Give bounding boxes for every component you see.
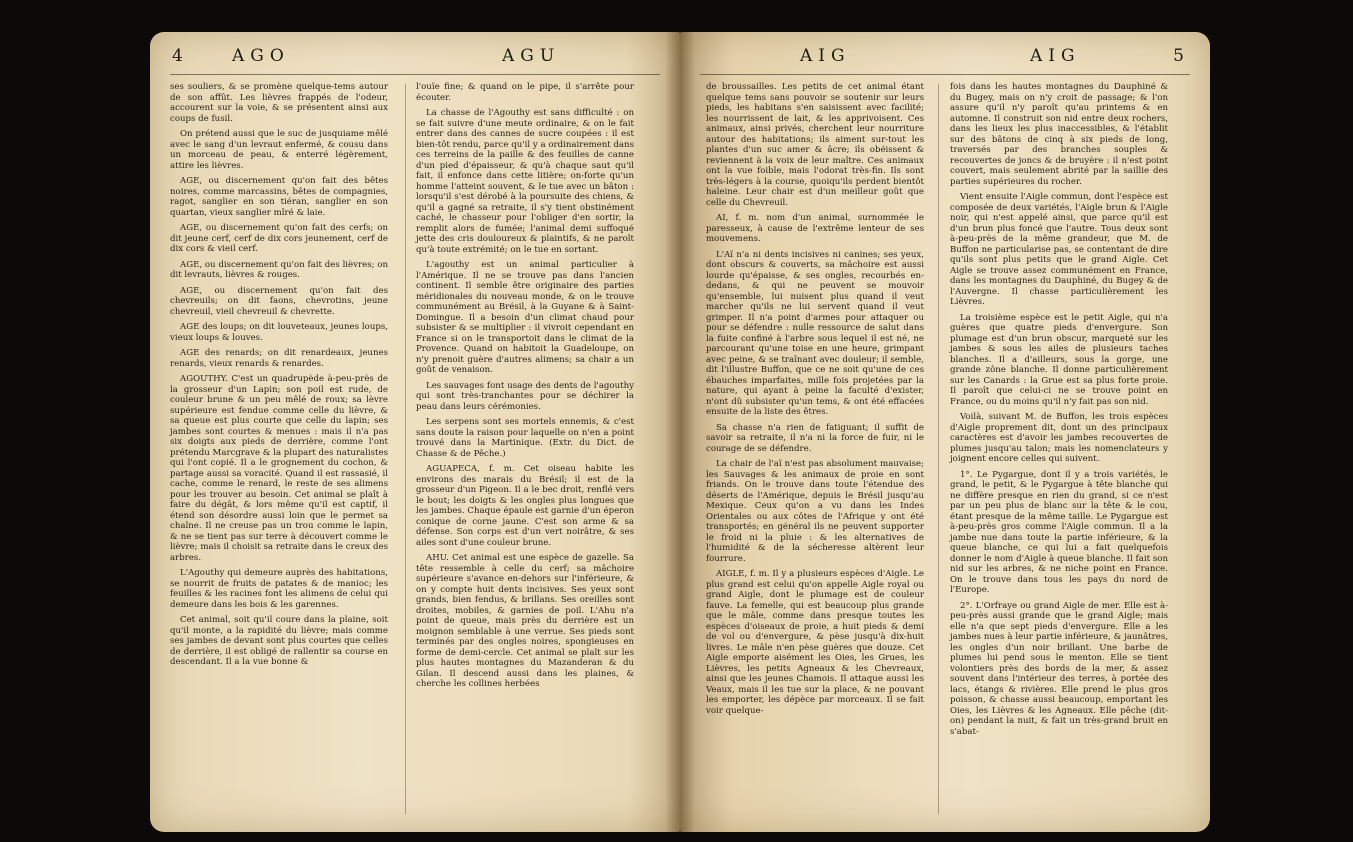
paragraph: AGE des renards; on dit renardeaux, jeunes renards, vieux renards & renardes.	[170, 348, 388, 369]
paragraph: AGE, ou discernement qu'on fait des cerfs; on dit jeune cerf, cerf de dix cors jeunement, cerf de dix cors & vieil cerf.	[170, 223, 388, 254]
paragraph: L'Agouthy qui demeure auprès des habitations, se nourrit de fruits de patates & de manioc; les feuilles & les racines font les alimens de celui qui demeure dans les bois & les garennes.	[170, 568, 388, 610]
paragraph: AGE des loups; on dit louveteaux, jeunes loups, vieux loups & louves.	[170, 322, 388, 343]
right-page	[680, 32, 1210, 832]
paragraph: AGE, ou discernement qu'on fait des bêtes noires, comme marcassins, bêtes de compagnies, ragot, sanglier en son tiéran, sanglier en son quartan, vieux sanglier mîré & laie.	[170, 176, 388, 218]
paragraph: Voilà, suivant M. de Buffon, les trois espèces d'Aigle proprement dit, dont un des principaux caractères est d'avoir les jambes recouvertes de plumes jusqu'au talon; mais les nomenclateurs y joignent encore celles qui suivent.	[950, 412, 1168, 464]
paragraph: L'agouthy est un animal particulier à l'Amérique. Il ne se trouve pas dans l'ancien continent. Il semble être originaire des parties méridionales du nouveau monde, & on le trouve communément au Brésil, à la Guyane & à Saint-Domingue. Il a besoin d'un climat chaud pour subsister & se multiplier : il vivroit cependant en France si on le transportoit dans le climat de la Provence. Quand on habitoit la Guadeloupe, on n'y prenoit guère d'autres alimens; sa chair a un goût de venaison.	[416, 260, 634, 375]
paragraph: 1°. Le Pygargue, dont il y a trois variétés, le grand, le petit, & le Pygargue à tête blanche qui ne diffère presque en rien du grand, si ce n'est par un peu plus de blanc sur la tête & le cou, étant presque de la même taille. Le Pygargue est à-peu-près gros comme l'Aigle commun. Il a la jambe nue dans toute la partie inférieure, & la queue blanche, ce qui lui a fait quelquefois donner le nom d'Aigle à queue blanche. Il fait son nid sur les arbres, & ne niche point en France. On le trouve dans tous les pays du nord de l'Europe.	[950, 469, 1168, 595]
page-number: 4	[172, 46, 183, 66]
column-divider	[938, 84, 939, 814]
paragraph: de broussailles. Les petits de cet animal étant quelque tems sans pouvoir se soutenir sur leurs pieds, les habitans s'en saisissent avec facilité; les nourrissent de lait, & les apprivoisent. Ces animaux, ainsi privés, cherchent leur nourriture autour des habitations; ils aiment sur-tout les plantes d'un suc amer & âcre; ils obéissent & reviennent à la voix de leur maître. Ces animaux ont la vue foible, mais l'odorat très-fin. Ils sont très-légers à la course, quoiqu'ils perdent bientôt haleine. Leur chair est d'un meilleur goût que celle du Chevreuil.	[706, 82, 924, 208]
paragraph: La chair de l'aï n'est pas absolument mauvaise; les Sauvages & les animaux de proie en sont friands. On le trouve dans toute l'étendue des déserts de l'Amérique, depuis le Brésil jusqu'au Mexique. Ceux qu'on a vu dans les Indes Orientales ou aux côtes de l'Afrique y ont été transportés; en général ils ne peuvent supporter le froid ni la pluie : & les alternatives de l'humidité & de la sécheresse altèrent leur fourrure.	[706, 459, 924, 564]
page-number: 5	[1173, 46, 1184, 66]
book-gutter-shadow	[665, 32, 695, 832]
paragraph: Sa chasse n'a rien de fatiguant; il suffit de savoir sa retraite, il n'a ni la force de fuir, ni le courage de se défendre.	[706, 422, 924, 454]
paragraph: Vient ensuite l'Aigle commun, dont l'espèce est composée de deux variétés, l'Aigle brun & l'Aigle noir, qui n'est appelé ainsi, que parce qu'il est d'un brun plus foncé que l'autre. Tous deux sont à-peu-près de la même grandeur, que M. de Buffon ne particularise pas, se contentant de dire qu'ils sont plus petits que le grand Aigle. Cet Aigle se trouve assez communément en France, dans les montagnes du Dauphiné, du Bugey & de l'Auvergne. Il chasse particulièrement les Lièvres.	[950, 192, 1168, 307]
paragraph: AGUAPECA, f. m. Cet oiseau habite les environs des marais du Brésil; il est de la grosseur d'un Pigeon. Il a le bec droit, renflé vers le bout; les doigts & les ongles plus longues que les jambes. Chaque épaule est garnie d'un éperon conique de corne jaune. C'est son arme & sa défense. Son corps est d'un vert noirâtre, & ses ailes sont d'une couleur brune.	[416, 464, 634, 548]
paragraph: AGE, ou discernement qu'on fait des lièvres; on dit levrauts, lièvres & rouges.	[170, 259, 388, 280]
paragraph: AGE, ou discernement qu'on fait des chevreuils; on dit faons, chevrotins, jeune chevreuil, vieil chevreuil & chevrette.	[170, 285, 388, 317]
text-column-2	[950, 82, 1168, 742]
header-rule	[170, 74, 660, 75]
paragraph: fois dans les hautes montagnes du Dauphiné & du Bugey, mais on n'y croit de passage; & l'on assure qu'il n'y paroît qu'au printems & en automne. Il construit son nid entre deux rochers, dans les lieux les plus inaccessibles, & l'établit sur des bâtons de cinq à six pieds de long, traversés par des branches souples & recouvertes de joncs & de bruyère : il n'est point couvert, mais seulement abrité par la saillie des parties supérieures du rocher.	[950, 82, 1168, 187]
paragraph: AGOUTHY. C'est un quadrupède à-peu-près de la grosseur d'un Lapin; son poil est rude, de couleur brune & un peu mêlé de roux; sa lèvre supérieure est fendue comme celle du lièvre, & sa queue est plus courte que celle du lapin; ses jambes sont courtes & menues : mais il n'a pas six doigts aux pieds de derrière, comme l'ont prétendu Marcgrave & la plupart des naturalistes qui l'ont copié. Il a le grognement du cochon, & partage aussi sa voracité. Quand il est rassasié, il cache, comme le renard, le reste de ses alimens pour les trouver au besoin. Cet animal se plaît à faire du dégât, & lors même qu'il est captif, il étend son désordre aussi loin que le permet sa chaîne. Il ne creuse pas un trou comme le lapin, & ne se tient pas sur terre à découvert comme le lièvre; mais il choisit sa retraite dans le creux des arbres.	[170, 374, 388, 563]
running-header-left: AGO	[232, 46, 290, 66]
paragraph: Les sauvages font usage des dents de l'agouthy qui sont très-tranchantes pour se déchirer la peau dans leurs cérémonies.	[416, 380, 634, 412]
paragraph: La troisième espèce est le petit Aigle, qui n'a guères que quatre pieds d'envergure. Son plumage est d'un brun obscur, marqueté sur les jambes & sous les ailes de plusieurs taches blanches. Il a d'ailleurs, sous la gorge, une grande zône blanche. Il donne particulièrement sur les Canards : la Grue est sa plus forte proie. Il paroît que celui-ci ne se trouve point en France, ou du moins qu'il n'y fait pas son nid.	[950, 312, 1168, 407]
paragraph: On prétend aussi que le suc de jusquiame mêlé avec le sang d'un levraut enfermé, & cousu dans un morceau de peau, & enterré légèrement, attire les lièvres.	[170, 129, 388, 171]
running-header-right: AGU	[502, 46, 561, 66]
paragraph: ses souliers, & se promène quelque-tems autour de son affût. Les lièvres frappés de l'odeur, accourent sur la voie, & se présentent ainsi aux coups de fusil.	[170, 82, 388, 124]
running-header-left: AIG	[800, 46, 851, 66]
paragraph: l'ouïe fine; & quand on le pipe, il s'arrête pour écouter.	[416, 82, 634, 103]
paragraph: AI, f. m. nom d'un animal, surnommée le paresseux, à cause de l'extrême lenteur de ses mouvemens.	[706, 213, 924, 244]
left-page	[150, 32, 680, 832]
text-column-1	[170, 82, 388, 673]
paragraph: 2°. L'Orfraye ou grand Aigle de mer. Elle est à-peu-près aussi grande que le grand Aigle; mais elle n'a que sept pieds d'envergure. Elle a les jambes nues à leur partie inférieure, & jaunâtres, les ongles d'un noir brillant. Une barbe de plumes lui pend sous le menton. Elle se tient volontiers près des bords de la mer, & assez souvent dans l'intérieur des terres, à portée des lacs, étangs & rivières. Elle prend le plus gros poisson, & chasse aussi beaucoup, emportant les Oies, les Lièvres & les Agneaux. Elle pêche (dit-on) pendant la nuit, & fait un très-grand bruit en s'abat-	[950, 600, 1168, 737]
paragraph: Cet animal, soit qu'il coure dans la plaine, soit qu'il monte, a la rapidité du lièvre; mais comme ses jambes de devant sont plus courtes que celles de derrière, il est obligé de rallentir sa course en descendant. Il a la vue bonne &	[170, 615, 388, 667]
paragraph: La chasse de l'Agouthy est sans difficulté : on se fait suivre d'une meute ordinaire, & on le fait entrer dans des cannes de sucre coupées : il est bien-tôt rendu, parce qu'il y a ordinairement dans ces terreins de la paille & des feuilles de canne d'un pied d'épaisseur, & qu'à chaque saut qu'il fait, il enfonce dans cette litière; on-forte qu'un homme l'atteint souvent, & le tue avec un bâton : lorsqu'il s'est dérobé à la poursuite des chiens, & qu'il a gagné sa retraite, il s'y tient obstinément caché, le chasseur pour l'obliger d'en sortir, la remplit alors de fumée; l'animal demi suffoqué jette des cris douloureux & plaintifs, & ne paroît qu'à toute extrémité; on le tue en sortant.	[416, 108, 634, 255]
header-rule	[700, 74, 1190, 75]
text-column-1	[706, 82, 924, 721]
paragraph: L'Aï n'a ni dents incisives ni canines; ses yeux, dont obscurs & couverts, sa mâchoire est aussi lourde qu'épaisse, & ses ongles, recourbés en-dedans, & qui ne peuvent se mouvoir qu'ensemble, lui nuisent plus quand il veut marcher qu'ils ne lui servent quand il veut grimper. Il n'a point d'armes pour attaquer ou pour se défendre : nulle ressource de salut dans la fuite confiné à l'arbre sous lequel il est né, ne parcourant qu'une toise en une heure, grimpant avec peine, & se traînant avec douleur; il semble, dit l'illustre Buffon, que ce ne soit qu'une de ces ébauches imparfaites, mille fois projetées par la nature, qui ayant à peine la faculté d'exister, n'ont dû subsister qu'un tems, & ont été effacées ensuite de la liste des êtres.	[706, 249, 924, 417]
paragraph: AHU. Cet animal est une espèce de gazelle. Sa tête ressemble à celle du cerf; sa mâchoire supérieure s'avance en-dehors sur l'inférieure, & on y compte huit dents incisives. Ses yeux sont grands, bien fendus, & brillans. Ses oreilles sont droites, mobiles, & garnies de poil. L'Ahu n'a point de queue, mais près du derrière est un moignon semblable à une verrue. Ses pieds sont terminés par des ongles noires, spongieuses en forme de demi-cercle. Cet animal se plaît sur les plus hautes montagnes du Mazanderan & du Gilan. Il descend aussi dans les plaines, & cherche les collines herbées	[416, 553, 634, 689]
paragraph: Les serpens sont ses mortels ennemis, & c'est sans doute la raison pour laquelle on n'en a point trouvé dans la Martinique. (Extr. du Dict. de Chasse & de Pêche.)	[416, 417, 634, 459]
running-header-right: AIG	[1030, 46, 1081, 66]
paragraph: AIGLE, f. m. Il y a plusieurs espèces d'Aigle. Le plus grand est celui qu'on appelle Aigle royal ou grand Aigle, dont le plumage est de couleur fauve. La femelle, qui est beaucoup plus grande que le mâle, comme dans presque toutes les espèces d'oiseaux de proie, a huit pieds & demi de vol ou d'envergure, & pèse jusqu'à dix-huit livres. Le mâle n'en pèse guères que douze. Cet Aigle emporte aisément les Oies, les Grues, les Lièvres, les petits Agneaux & les Chevreaux, ainsi que les jeunes Chamois. Il attaque aussi les Veaux, mais il les tue sur la place, & ne pouvant les emporter, les dépèce par morceaux. Il se fait voir quelque-	[706, 569, 924, 716]
column-divider	[405, 84, 406, 814]
book-spread	[150, 32, 1210, 832]
text-column-2	[416, 82, 634, 695]
